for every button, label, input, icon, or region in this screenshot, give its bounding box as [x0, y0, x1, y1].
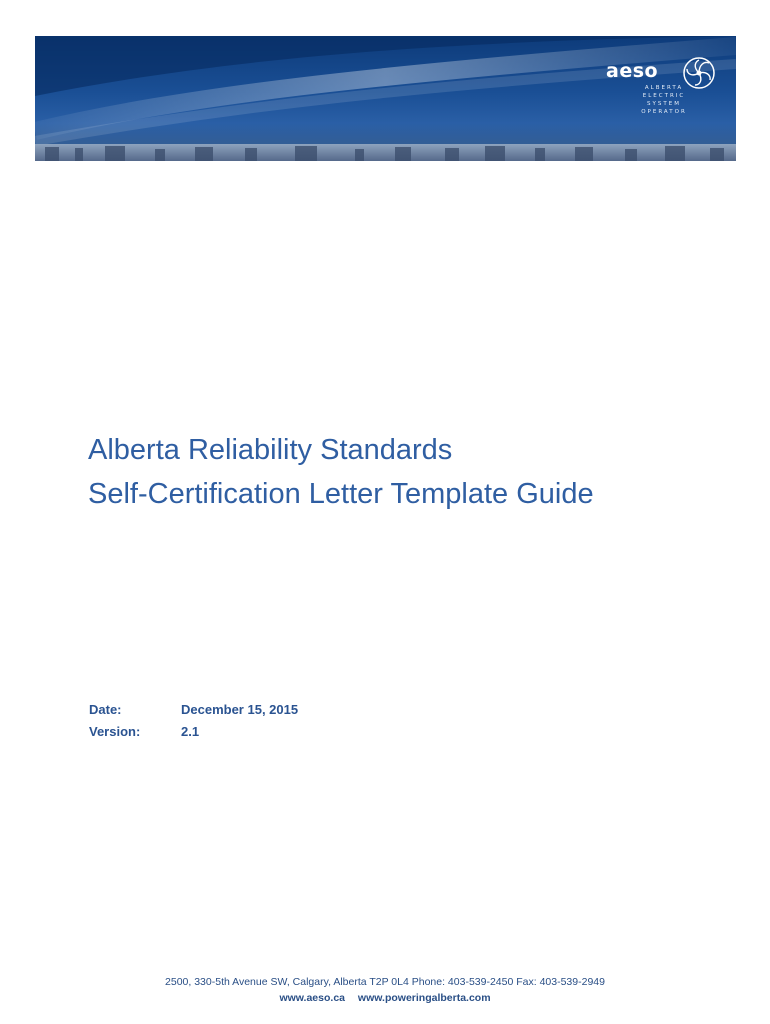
logo-wordmark: aeso — [606, 60, 659, 82]
date-value: December 15, 2015 — [181, 701, 299, 717]
document-title — [88, 428, 708, 516]
document-meta — [89, 698, 489, 742]
title-line-2: Self-Certification Letter Template Guide — [88, 478, 594, 510]
version-value: 2.1 — [181, 723, 200, 739]
footer-address: 2500, 330-5th Avenue SW, Calgary, Alberta T2P 0L4 Phone: 403-539-2450 Fax: 403-539-2949 — [165, 976, 605, 988]
logo-sub-line: OPERATOR — [641, 109, 687, 115]
title-line-1: Alberta Reliability Standards — [88, 434, 453, 466]
date-row — [89, 698, 489, 720]
logo-sub-line: ALBERTA — [644, 85, 684, 91]
aeso-swirl-icon — [682, 56, 716, 90]
aeso-logo — [606, 56, 716, 126]
date-label: Date: — [89, 701, 122, 717]
version-label: Version: — [89, 723, 141, 739]
header-banner — [35, 36, 736, 161]
version-row — [89, 720, 489, 742]
website-link-poweringalberta[interactable]: www.poweringalberta.com — [357, 992, 491, 1004]
footer-websites — [0, 992, 770, 1004]
page-footer — [0, 976, 770, 1004]
logo-sub-line: ELECTRIC — [642, 93, 686, 99]
website-link-aeso[interactable]: www.aeso.ca — [279, 992, 345, 1004]
logo-sub-line: SYSTEM — [647, 101, 681, 107]
